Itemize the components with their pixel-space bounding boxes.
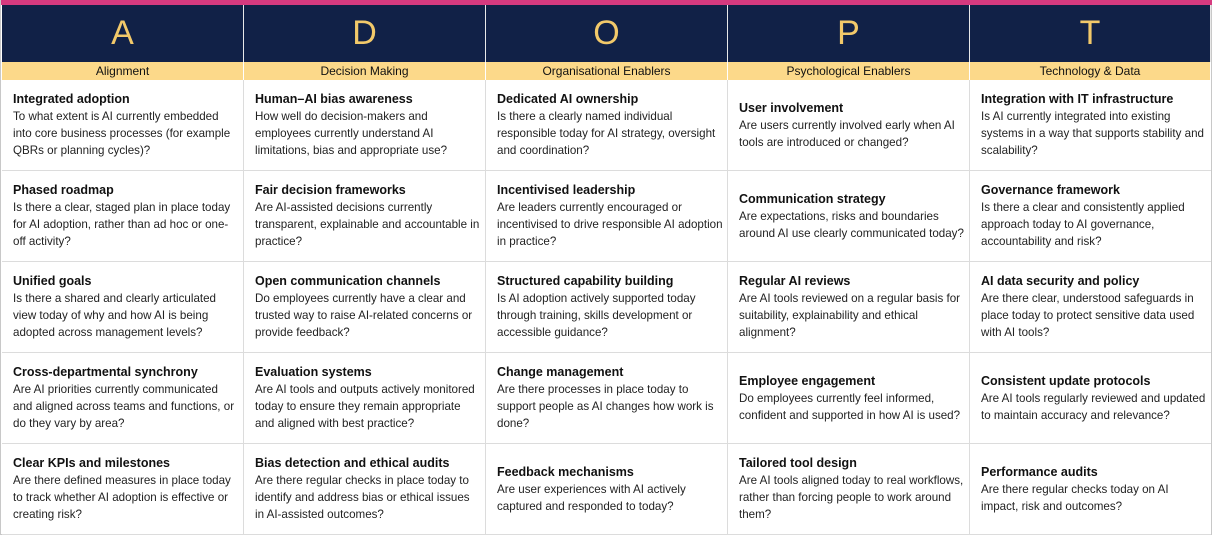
- framework-cell: [244, 353, 486, 444]
- cell-title: User involvement: [739, 100, 844, 115]
- cell-question: To what extent is AI currently embedded into core business processes (for example QBRs or planning cycles)?: [13, 110, 231, 157]
- framework-cell: [244, 80, 486, 171]
- cell-title: Unified goals: [13, 274, 92, 288]
- cell-question: Are there regular checks today on AI impact, risk and outcomes?: [981, 482, 1169, 513]
- framework-cell: [728, 444, 970, 535]
- column-letter: T: [970, 5, 1211, 62]
- column-pillar-label: Technology & Data: [970, 62, 1211, 80]
- cell-question: Are AI tools and outputs actively monitored today to ensure they remain appropriate and aligned with best practice?: [255, 383, 475, 430]
- framework-cell: [2, 262, 244, 353]
- cell-question: Are AI tools regularly reviewed and updated to maintain accuracy and relevance?: [981, 391, 1206, 422]
- column-pillar-label: Organisational Enablers: [486, 62, 728, 80]
- column-pillar-label: Alignment: [2, 62, 244, 80]
- framework-cell: [970, 353, 1211, 444]
- framework-cell: [970, 262, 1211, 353]
- cell-question: Are there defined measures in place today to track whether AI adoption is effective or creating risk?: [13, 474, 231, 521]
- cell-title: Dedicated AI ownership: [497, 92, 639, 106]
- framework-cell: [970, 171, 1211, 262]
- cell-question: Are AI-assisted decisions currently transparent, explainable and accountable in practice?: [255, 201, 480, 248]
- cell-title: Integrated adoption: [13, 92, 130, 106]
- framework-grid: [2, 5, 1211, 535]
- cell-question: Is AI adoption actively supported today through training, skills development or accessible guidance?: [497, 292, 696, 339]
- framework-cell: [486, 262, 728, 353]
- framework-cell: [2, 444, 244, 535]
- cell-question: Are there processes in place today to support people as AI changes how work is done?: [497, 383, 714, 430]
- cell-question: Are AI tools aligned today to real workflows, rather than forcing people to work around them?: [739, 474, 964, 521]
- cell-title: Evaluation systems: [255, 365, 372, 379]
- column-letter: P: [728, 5, 970, 62]
- cell-question: Do employees currently feel informed, confident and supported in how AI is used?: [739, 391, 961, 422]
- cell-question: Are leaders currently encouraged or incentivised to drive responsible AI adoption in practice?: [497, 201, 723, 248]
- cell-question: Are AI priorities currently communicated and aligned across teams and functions, or do they vary by area?: [13, 383, 235, 430]
- cell-title: Communication strategy: [739, 191, 886, 206]
- cell-title: Regular AI reviews: [739, 274, 851, 288]
- framework-cell: [486, 80, 728, 171]
- cell-title: Incentivised leadership: [497, 183, 636, 197]
- framework-cell: [728, 353, 970, 444]
- framework-cell: [2, 171, 244, 262]
- framework-cell: [2, 80, 244, 171]
- column-pillar-label: Decision Making: [244, 62, 486, 80]
- column-letter: O: [486, 5, 728, 62]
- cell-question: Are there regular checks in place today to identify and address bias or ethical issues in AI-assisted outcomes?: [255, 474, 470, 521]
- cell-title: Performance audits: [981, 464, 1098, 479]
- column-letter: A: [2, 5, 244, 62]
- cell-title: Bias detection and ethical audits: [255, 456, 450, 470]
- framework-cell: [728, 262, 970, 353]
- cell-question: Is there a clearly named individual responsible today for AI strategy, oversight and coordination?: [497, 110, 716, 157]
- cell-title: Fair decision frameworks: [255, 183, 406, 197]
- cell-title: Integration with IT infrastructure: [981, 92, 1174, 106]
- framework-cell: [2, 353, 244, 444]
- framework-cell: [244, 171, 486, 262]
- framework-cell: [486, 353, 728, 444]
- cell-question: Are user experiences with AI actively captured and responded to today?: [497, 482, 686, 513]
- cell-title: Feedback mechanisms: [497, 464, 634, 479]
- cell-title: Consistent update protocols: [981, 373, 1151, 388]
- cell-question: Is AI currently integrated into existing systems in a way that supports stability and scalability?: [981, 110, 1204, 157]
- column-pillar-label: Psychological Enablers: [728, 62, 970, 80]
- cell-title: Tailored tool design: [739, 456, 857, 470]
- cell-question: Is there a clear and consistently applied approach today to AI governance, accountability and risk?: [981, 201, 1185, 248]
- cell-question: Are AI tools reviewed on a regular basis for suitability, explainability and ethical alignment?: [739, 292, 961, 339]
- cell-title: Structured capability building: [497, 274, 674, 288]
- cell-title: Clear KPIs and milestones: [13, 456, 171, 470]
- cell-title: Change management: [497, 365, 624, 379]
- cell-title: Phased roadmap: [13, 183, 114, 197]
- cell-question: Do employees currently have a clear and trusted way to raise AI-related concerns or provide feedback?: [255, 292, 473, 339]
- framework-cell: [728, 80, 970, 171]
- framework-cell: [244, 262, 486, 353]
- cell-title: Governance framework: [981, 183, 1120, 197]
- cell-title: Cross-departmental synchrony: [13, 365, 198, 379]
- framework-cell: [486, 171, 728, 262]
- cell-title: Open communication channels: [255, 274, 441, 288]
- cell-title: Employee engagement: [739, 373, 876, 388]
- cell-title: Human–AI bias awareness: [255, 92, 413, 106]
- cell-question: Are users currently involved early when AI tools are introduced or changed?: [739, 118, 955, 149]
- cell-question: How well do decision-makers and employees currently understand AI limitations, bias and appropriate use?: [255, 110, 448, 157]
- cell-question: Are expectations, risks and boundaries around AI use clearly communicated today?: [739, 209, 964, 240]
- framework-cell: [970, 80, 1211, 171]
- column-letter: D: [244, 5, 486, 62]
- cell-question: Is there a shared and clearly articulated view today of why and how AI is being adopted across management levels?: [13, 292, 217, 339]
- framework-cell: [486, 444, 728, 535]
- cell-question: Is there a clear, staged plan in place today for AI adoption, rather than ad hoc or one-off activity?: [13, 201, 231, 248]
- cell-title: AI data security and policy: [981, 274, 1140, 288]
- cell-question: Are there clear, understood safeguards in place today to protect sensitive data used with AI tools?: [981, 292, 1195, 339]
- framework-cell: [970, 444, 1211, 535]
- framework-cell: [244, 444, 486, 535]
- framework-cell: [728, 171, 970, 262]
